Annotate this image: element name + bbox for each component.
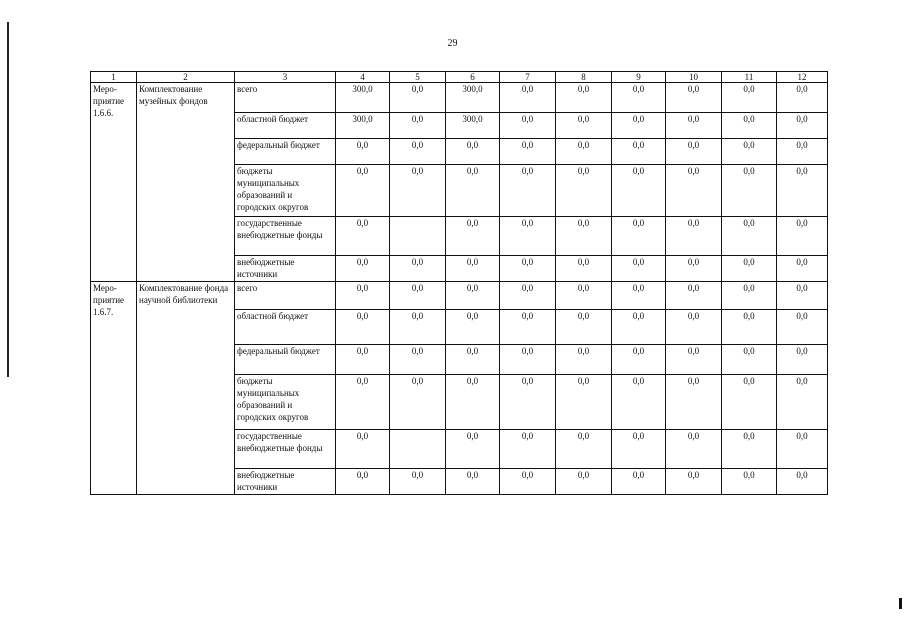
- activity-code: Меро-приятие 1.6.7.: [91, 282, 137, 495]
- value-cell: 300,0: [446, 113, 500, 139]
- value-cell: 0,0: [390, 345, 446, 375]
- value-cell: 0,0: [336, 430, 390, 469]
- value-cell: 0,0: [336, 469, 390, 495]
- value-cell: 300,0: [446, 83, 500, 113]
- value-cell: 0,0: [612, 430, 666, 469]
- value-cell: 0,0: [777, 375, 828, 430]
- value-cell: 300,0: [336, 113, 390, 139]
- column-header: 11: [722, 72, 777, 83]
- value-cell: 0,0: [500, 345, 556, 375]
- value-cell: 0,0: [722, 83, 777, 113]
- value-cell: 0,0: [556, 217, 612, 256]
- column-header: 1: [91, 72, 137, 83]
- value-cell: 0,0: [612, 217, 666, 256]
- funding-source: бюджеты муниципальных образований и городских округов: [235, 375, 336, 430]
- value-cell: 0,0: [390, 282, 446, 310]
- funding-source: федеральный бюджет: [235, 139, 336, 165]
- page-number: 29: [447, 38, 458, 49]
- value-cell: 0,0: [722, 113, 777, 139]
- value-cell: 0,0: [336, 139, 390, 165]
- value-cell: 0,0: [390, 83, 446, 113]
- value-cell: 0,0: [390, 469, 446, 495]
- value-cell: 0,0: [612, 256, 666, 282]
- table-row: [91, 83, 828, 113]
- value-cell: 0,0: [446, 165, 500, 217]
- value-cell: [390, 430, 446, 469]
- value-cell: 0,0: [666, 256, 722, 282]
- column-header: 6: [446, 72, 500, 83]
- value-cell: 0,0: [612, 113, 666, 139]
- funding-source: внебюджетные источники: [235, 256, 336, 282]
- value-cell: 0,0: [446, 375, 500, 430]
- table-row: [91, 282, 828, 310]
- value-cell: 0,0: [612, 375, 666, 430]
- value-cell: 0,0: [666, 430, 722, 469]
- value-cell: 0,0: [612, 165, 666, 217]
- value-cell: 0,0: [500, 256, 556, 282]
- value-cell: 0,0: [390, 165, 446, 217]
- value-cell: 0,0: [500, 430, 556, 469]
- value-cell: 0,0: [777, 165, 828, 217]
- value-cell: 0,0: [500, 375, 556, 430]
- value-cell: 0,0: [500, 83, 556, 113]
- value-cell: 0,0: [390, 256, 446, 282]
- value-cell: 0,0: [612, 345, 666, 375]
- value-cell: 0,0: [722, 430, 777, 469]
- activity-name: Комплектование музейных фондов: [137, 83, 235, 282]
- value-cell: 0,0: [446, 469, 500, 495]
- value-cell: 0,0: [777, 345, 828, 375]
- funding-source: внебюджетные источники: [235, 469, 336, 495]
- value-cell: 0,0: [666, 217, 722, 256]
- value-cell: 0,0: [500, 139, 556, 165]
- funding-source: областной бюджет: [235, 310, 336, 345]
- value-cell: 0,0: [390, 310, 446, 345]
- value-cell: 0,0: [777, 113, 828, 139]
- value-cell: 0,0: [556, 375, 612, 430]
- value-cell: 0,0: [666, 139, 722, 165]
- value-cell: 0,0: [336, 345, 390, 375]
- funding-source: областной бюджет: [235, 113, 336, 139]
- value-cell: 0,0: [777, 83, 828, 113]
- value-cell: 0,0: [666, 113, 722, 139]
- value-cell: 0,0: [777, 256, 828, 282]
- value-cell: 0,0: [722, 165, 777, 217]
- value-cell: 0,0: [666, 83, 722, 113]
- value-cell: 0,0: [500, 113, 556, 139]
- column-header: 12: [777, 72, 828, 83]
- value-cell: 0,0: [446, 217, 500, 256]
- value-cell: 0,0: [777, 469, 828, 495]
- value-cell: 0,0: [612, 139, 666, 165]
- value-cell: 0,0: [666, 345, 722, 375]
- funding-source: бюджеты муниципальных образований и городских округов: [235, 165, 336, 217]
- value-cell: 0,0: [722, 256, 777, 282]
- value-cell: 0,0: [446, 430, 500, 469]
- value-cell: 0,0: [722, 469, 777, 495]
- column-header: 5: [390, 72, 446, 83]
- activity-code: Меро-приятие 1.6.6.: [91, 83, 137, 282]
- value-cell: 0,0: [777, 139, 828, 165]
- value-cell: 0,0: [336, 282, 390, 310]
- value-cell: 0,0: [722, 375, 777, 430]
- value-cell: 0,0: [390, 375, 446, 430]
- value-cell: 0,0: [446, 139, 500, 165]
- value-cell: 0,0: [556, 310, 612, 345]
- value-cell: 0,0: [556, 113, 612, 139]
- value-cell: 0,0: [777, 310, 828, 345]
- funding-source: государственные внебюджетные фонды: [235, 217, 336, 256]
- column-header: 2: [137, 72, 235, 83]
- value-cell: 0,0: [556, 345, 612, 375]
- value-cell: 0,0: [666, 375, 722, 430]
- value-cell: 0,0: [390, 139, 446, 165]
- value-cell: 0,0: [446, 310, 500, 345]
- funding-table: [90, 71, 828, 495]
- value-cell: 0,0: [612, 83, 666, 113]
- value-cell: 0,0: [500, 282, 556, 310]
- value-cell: 0,0: [500, 310, 556, 345]
- value-cell: 0,0: [556, 165, 612, 217]
- value-cell: 0,0: [612, 469, 666, 495]
- value-cell: 0,0: [666, 469, 722, 495]
- column-header: 3: [235, 72, 336, 83]
- value-cell: 0,0: [666, 165, 722, 217]
- value-cell: 0,0: [777, 430, 828, 469]
- value-cell: 0,0: [500, 217, 556, 256]
- value-cell: 0,0: [722, 139, 777, 165]
- value-cell: 0,0: [722, 282, 777, 310]
- value-cell: 300,0: [336, 83, 390, 113]
- value-cell: 0,0: [556, 83, 612, 113]
- value-cell: 0,0: [336, 310, 390, 345]
- value-cell: 0,0: [556, 139, 612, 165]
- funding-source: государственные внебюджетные фонды: [235, 430, 336, 469]
- column-header: 8: [556, 72, 612, 83]
- value-cell: 0,0: [722, 345, 777, 375]
- value-cell: 0,0: [336, 217, 390, 256]
- value-cell: 0,0: [500, 165, 556, 217]
- header-row: [91, 72, 828, 83]
- value-cell: 0,0: [556, 430, 612, 469]
- value-cell: 0,0: [612, 310, 666, 345]
- value-cell: [390, 217, 446, 256]
- column-header: 7: [500, 72, 556, 83]
- value-cell: 0,0: [446, 282, 500, 310]
- value-cell: 0,0: [556, 256, 612, 282]
- value-cell: 0,0: [556, 469, 612, 495]
- column-header: 9: [612, 72, 666, 83]
- value-cell: 0,0: [336, 165, 390, 217]
- value-cell: 0,0: [777, 217, 828, 256]
- value-cell: 0,0: [336, 256, 390, 282]
- activity-name: Комплектование фонда научной библиотеки: [137, 282, 235, 495]
- value-cell: 0,0: [612, 282, 666, 310]
- value-cell: 0,0: [556, 282, 612, 310]
- value-cell: 0,0: [666, 310, 722, 345]
- column-header: 10: [666, 72, 722, 83]
- value-cell: 0,0: [777, 282, 828, 310]
- column-header: 4: [336, 72, 390, 83]
- value-cell: 0,0: [722, 310, 777, 345]
- funding-source: федеральный бюджет: [235, 345, 336, 375]
- value-cell: 0,0: [722, 217, 777, 256]
- value-cell: 0,0: [500, 469, 556, 495]
- value-cell: 0,0: [666, 282, 722, 310]
- scan-left-edge-line: [7, 22, 9, 377]
- value-cell: 0,0: [390, 113, 446, 139]
- scan-edge-mark: [899, 598, 902, 609]
- funding-source: всего: [235, 83, 336, 113]
- funding-source: всего: [235, 282, 336, 310]
- value-cell: 0,0: [336, 375, 390, 430]
- value-cell: 0,0: [446, 345, 500, 375]
- value-cell: 0,0: [446, 256, 500, 282]
